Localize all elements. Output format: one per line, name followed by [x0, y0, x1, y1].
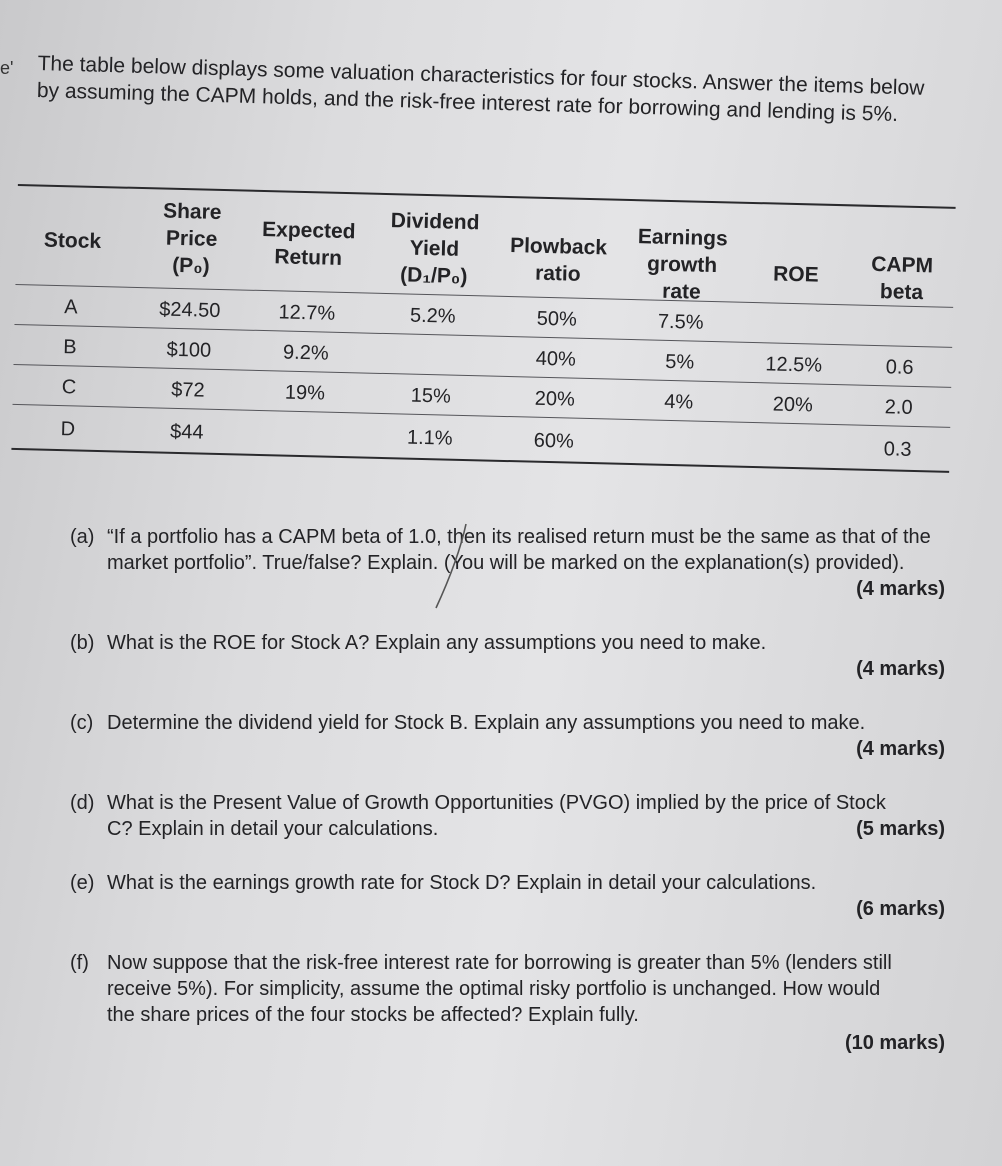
table-cell: 5% — [665, 350, 695, 374]
table-cell: 19% — [284, 381, 326, 405]
question-text: Now suppose that the risk-free interest rate for borrowing is greater than 5% (lenders still receive 5%). For simplicity, assume the optimal risky portfolio is unchanged. How would the share prices of the four stocks be affected? Explain fully. — [107, 952, 892, 1026]
header-plowback: Plowback ratio — [509, 234, 608, 286]
table-cell: $44 — [169, 420, 204, 444]
table-cell: 0.6 — [885, 356, 914, 379]
question-a — [70, 524, 945, 600]
table-cell: 2.0 — [884, 396, 913, 419]
question-text: “If a portfolio has a CAPM beta of 1.0, then its realised return must be the same as that of the market portfolio”. True/false? Explain. (You will be marked on the explanation(s) provided). — [107, 526, 931, 574]
table-cell — [244, 422, 364, 425]
question-text: What is the earnings growth rate for Stock D? Explain in detail your calculations. — [107, 872, 817, 894]
question-text: What is the ROE for Stock A? Explain any assumptions you need to make. — [107, 632, 767, 654]
table-cell — [742, 434, 842, 436]
table-cell: 60% — [533, 429, 575, 453]
question-e — [70, 870, 945, 920]
table-cell: 20% — [534, 387, 576, 411]
table-cell: 12.5% — [765, 353, 823, 377]
table-cell — [618, 431, 738, 434]
table-cell: 4% — [664, 390, 694, 414]
header-price: Share Price (P₀) — [162, 199, 222, 278]
header-dividend-yield: Dividend Yield (D₁/P₀) — [390, 209, 480, 289]
table-cell: 15% — [410, 384, 452, 408]
table-bottom-rule — [11, 448, 949, 473]
table-cell: 0.3 — [883, 438, 912, 461]
question-c — [70, 710, 945, 760]
valuation-table — [11, 180, 956, 493]
question-label: (f) — [70, 952, 89, 974]
table-cell — [372, 343, 492, 346]
pencil-stroke — [428, 522, 478, 612]
table-cell: 12.7% — [278, 301, 336, 325]
question-label: (a) — [70, 526, 95, 548]
question-label: (b) — [70, 632, 95, 654]
question-marks: (5 marks) — [856, 818, 945, 840]
table-cell: 50% — [536, 307, 578, 331]
table-cell: $100 — [166, 338, 212, 362]
table-cell — [745, 312, 845, 314]
question-marks: (6 marks) — [856, 898, 945, 920]
table-cell: 40% — [535, 347, 577, 371]
intro-paragraph: The table below displays some valuation characteristics for four stocks. Answer the items below by assuming the CAPM holds, and the risk-free interest rate for borrowing and lending is 5%. — [36, 51, 925, 127]
question-text: Determine the dividend yield for Stock B. Explain any assumptions you need to make. — [107, 712, 866, 734]
header-growth: Earnings growth rate — [637, 225, 728, 304]
question-marks: (4 marks) — [856, 658, 945, 680]
table-cell: 9.2% — [282, 341, 329, 365]
question-marks: (4 marks) — [856, 578, 945, 600]
table-cell: A — [63, 296, 78, 319]
table-cell: B — [62, 336, 77, 359]
table-cell: 20% — [772, 393, 814, 417]
table-cell: $72 — [170, 378, 205, 402]
table-cell: $24.50 — [159, 298, 221, 322]
question-label: (e) — [70, 872, 95, 894]
question-d — [70, 790, 945, 842]
table-cell: C — [61, 376, 77, 399]
header-roe: ROE — [772, 262, 819, 287]
question-marks: (4 marks) — [856, 738, 945, 760]
question-marks: (10 marks) — [844, 1032, 945, 1054]
header-stock: Stock — [43, 228, 102, 254]
table-cell: D — [60, 418, 76, 441]
question-label: (d) — [70, 792, 95, 814]
question-b — [70, 630, 945, 680]
header-beta: CAPM beta — [870, 252, 934, 305]
table-cell — [851, 314, 951, 316]
table-cell: 1.1% — [406, 426, 453, 450]
question-f — [70, 950, 945, 1054]
header-expected-return: Expected Return — [261, 217, 356, 270]
question-label: (c) — [70, 712, 94, 734]
table-cell: 5.2% — [409, 304, 456, 328]
corner-mark: e' — [0, 58, 14, 78]
question-text: What is the Present Value of Growth Opportunities (PVGO) implied by the price of Stock C? Explain in detail your calculations. — [107, 792, 886, 840]
table-cell: 7.5% — [657, 310, 704, 334]
